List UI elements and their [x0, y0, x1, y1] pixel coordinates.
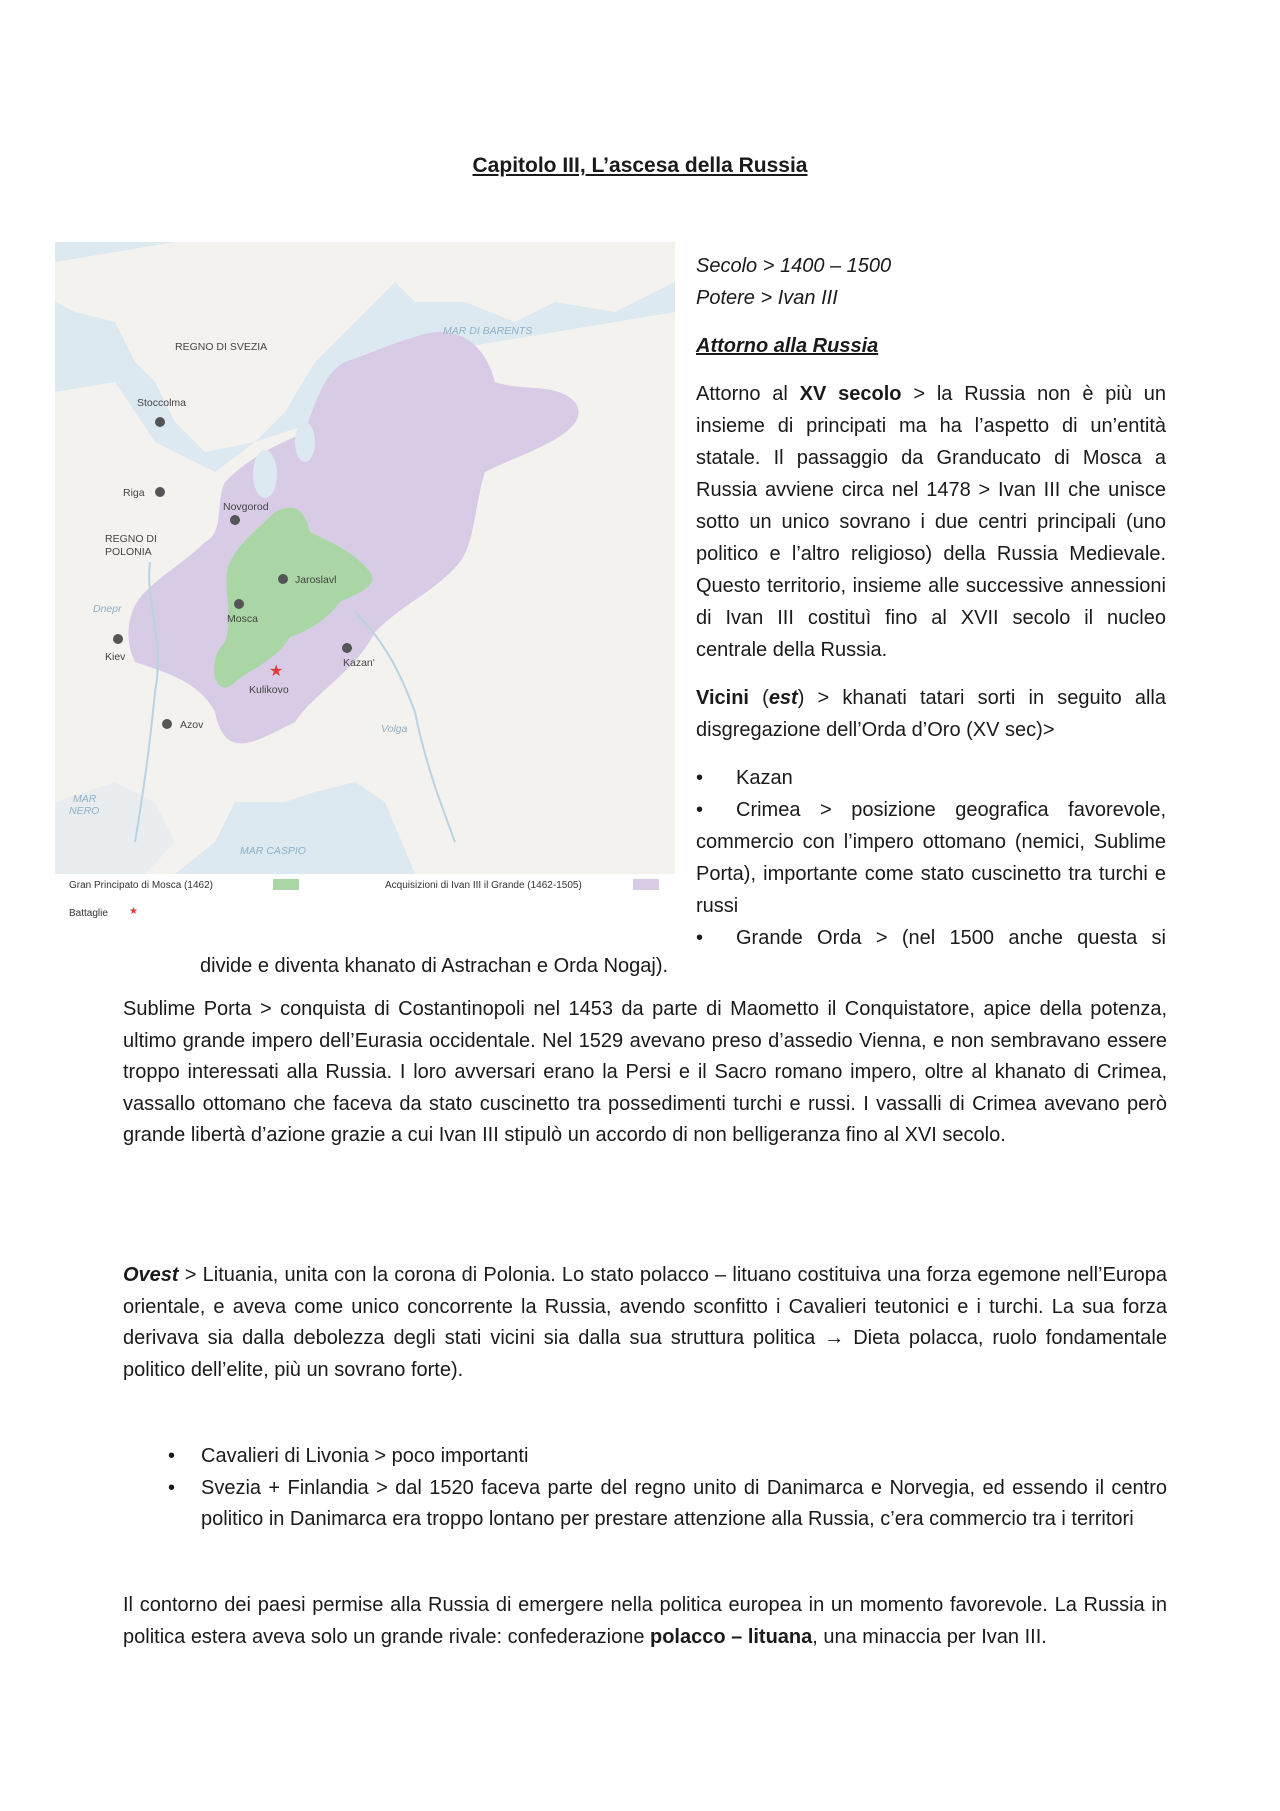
- bullet-text: Kazan: [736, 767, 793, 789]
- bullet-dot: •: [696, 767, 704, 789]
- list-nord: [123, 1441, 1167, 1536]
- label-riga: Riga: [123, 487, 145, 499]
- section-list-nord: [123, 1441, 1167, 1536]
- city-jaroslavl-dot: [278, 574, 288, 584]
- city-azov-dot: [162, 719, 172, 729]
- label-stoccolma: Stoccolma: [137, 397, 187, 409]
- bullet-dot: •: [168, 1445, 176, 1467]
- legend-gran-principato: Gran Principato di Mosca (1462): [69, 880, 213, 891]
- bullet-text: Grande Orda > (nel 1500 anche questa si: [736, 927, 1166, 949]
- list-item: [123, 1473, 1167, 1536]
- paragraph-vicini: [696, 682, 1166, 746]
- page-title: Capitolo III, L’ascesa della Russia: [472, 154, 808, 177]
- p2-est: est: [768, 687, 798, 709]
- label-kazan: Kazan': [343, 657, 375, 669]
- potere-line: Potere > Ivan III: [696, 287, 838, 309]
- p2-part-d: ) > khanati tatari sorti in seguito alla disgregazione dell’Orda d’Oro (XV sec)>: [696, 687, 1166, 741]
- city-kiev-dot: [113, 634, 123, 644]
- bullet-dot: •: [696, 799, 704, 821]
- bullet-kazan: [696, 762, 1166, 794]
- paragraph-attorno: [696, 378, 1166, 666]
- label-dnepr: Dnepr: [93, 603, 122, 615]
- city-stoccolma-dot: [155, 417, 165, 427]
- bullet-dot: •: [168, 1476, 176, 1499]
- label-regno-svezia: REGNO DI SVEZIA: [175, 341, 268, 353]
- p1-part-a: Attorno al: [696, 383, 800, 405]
- label-regno-polonia-2: POLONIA: [105, 546, 152, 558]
- right-column: [696, 250, 1166, 954]
- section-ovest: [123, 1260, 1167, 1386]
- section-final: [123, 1590, 1167, 1653]
- label-azov: Azov: [180, 719, 204, 731]
- ovest-label: Ovest: [123, 1264, 179, 1286]
- label-mar-nero-2: NERO: [69, 805, 100, 817]
- final-part-c: , una minaccia per Ivan III.: [812, 1625, 1047, 1648]
- bullet-continuation: divide e diventa khanato di Astrachan e Orda Nogaj).: [200, 955, 669, 977]
- list-item: [123, 1441, 1167, 1473]
- list-item-text: Svezia + Finlandia > dal 1520 faceva parte del regno unito di Danimarca e Norvegia, ed essendo il centro politico in Danimarca era troppo lontano per prestare attenzione alla Russia, c’era commercio tra i territori: [201, 1476, 1167, 1530]
- historical-map: [55, 242, 675, 946]
- map-lake-onega: [295, 422, 315, 462]
- label-jaroslavl: Jaroslavl: [295, 574, 337, 586]
- legend-battle-star-icon: ★: [129, 906, 138, 917]
- paragraph-ovest: [123, 1260, 1167, 1386]
- list-item-text: Cavalieri di Livonia > poco importanti: [201, 1445, 529, 1467]
- battle-star: ★: [269, 661, 284, 680]
- city-riga-dot: [155, 487, 165, 497]
- p2-part-b: (: [749, 687, 769, 709]
- label-kulikovo: Kulikovo: [249, 684, 289, 696]
- map-legend: [55, 874, 675, 944]
- legend-swatch-acquisizioni: [633, 879, 659, 890]
- ovest-text: > Lituania, unita con la corona di Polonia. Lo stato polacco – lituano costituiva una forza egemone nell’Europa orientale, e aveva come unico concorrente la Russia, avendo sconfitto i Cavalieri teutonici e i turchi. La sua forza derivava sia dalla debolezza degli stati vicini sia dalla sua struttura politica → Dieta polacca, ruolo fondamentale politico dell’elite, più un sovrano forte).: [123, 1264, 1167, 1381]
- bullet-crimea: [696, 794, 1166, 922]
- bullet-grande-orda: [696, 922, 1166, 954]
- legend-swatch-principato: [273, 879, 299, 890]
- section-sublime-porta: [123, 994, 1167, 1152]
- bullet-text: Crimea > posizione geografica favorevole, commercio con l’impero ottomano (nemici, Sublime Porta), importante come stato cuscinetto tra turchi e russi: [696, 799, 1166, 917]
- p1-bold-xv-secolo: XV secolo: [799, 383, 902, 405]
- label-mar-barents: MAR DI BARENTS: [443, 325, 533, 337]
- paragraph-final: [123, 1590, 1167, 1653]
- paragraph-sublime-porta: Sublime Porta > conquista di Costantinopoli nel 1453 da parte di Maometto il Conquistatore, apice della potenza, ultimo grande impero dell’Eurasia occidentale. Nel 1529 avevano preso d’assedio Vienna, e non sembravano essere troppo interessati alla Russia. I loro avversari erano la Persi e il Sacro romano impero, oltre al khanato di Crimea, vassallo ottomano che faceva da stato cuscinetto tra possedimenti turchi e russi. I vassalli di Crimea avevano però grande libertà d’azione grazie a cui Ivan III stipulò un accordo di non belligeranza fino al XVI secolo.: [123, 998, 1167, 1146]
- label-kiev: Kiev: [105, 651, 126, 663]
- final-bold: polacco – lituana: [650, 1625, 813, 1648]
- city-mosca-dot: [234, 599, 244, 609]
- secolo-line: Secolo > 1400 – 1500: [696, 255, 892, 277]
- label-novgorod: Novgorod: [223, 501, 269, 513]
- bullet-dot: •: [696, 927, 704, 949]
- city-novgorod-dot: [230, 515, 240, 525]
- legend-battaglie: Battaglie: [69, 908, 108, 919]
- map-lake-ladoga: [253, 450, 277, 498]
- label-mar-caspio: MAR CASPIO: [240, 845, 306, 857]
- label-mosca: Mosca: [227, 613, 258, 625]
- label-regno-polonia-1: REGNO DI: [105, 533, 157, 545]
- p1-part-c: > la Russia non è più un insieme di principati ma ha l’aspetto di un’entità statale. Il passaggio da Granducato di Mosca a Russia avviene circa nel 1478 > Ivan III che unisce sotto un unico sovrano i due centri principali (uno politico e l’altro religioso) della Russia Medievale. Questo territorio, insieme alle successive annessioni di Ivan III costituì fino al XVII secolo il nucleo centrale della Russia.: [696, 383, 1166, 661]
- legend-acquisizioni: Acquisizioni di Ivan III il Grande (1462-1505): [385, 880, 582, 891]
- label-mar-nero-1: MAR: [73, 793, 97, 805]
- section-title: Attorno alla Russia: [696, 335, 879, 357]
- p2-vicini: Vicini: [696, 687, 749, 709]
- label-volga: Volga: [381, 723, 408, 735]
- final-part-a: Il contorno dei paesi permise alla Russia di emergere nella politica europea in un momento favorevole. La Russia in politica estera aveva solo un grande rivale: confederazione: [123, 1594, 1167, 1648]
- city-kazan-dot: [342, 643, 352, 653]
